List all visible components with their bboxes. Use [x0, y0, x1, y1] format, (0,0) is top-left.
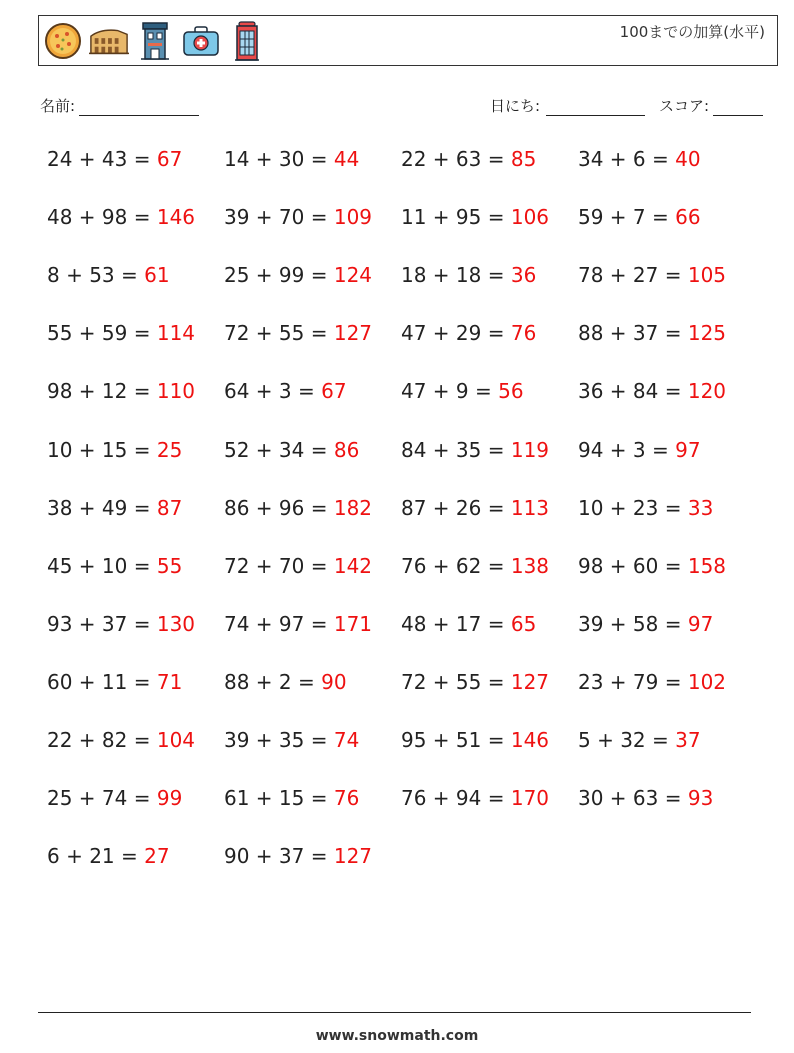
problem-question: 25 + 74 = [47, 786, 157, 811]
problem-question: 34 + 6 = [578, 147, 676, 171]
problem-item [401, 146, 536, 172]
problem-answer: 171 [333, 611, 373, 636]
problem-answer: 67 [321, 379, 347, 404]
problem-answer: 105 [687, 263, 727, 288]
first-aid-kit-icon [181, 20, 221, 62]
problem-answer: 130 [156, 611, 196, 636]
problem-item [401, 669, 549, 695]
phone-booth-icon [227, 20, 267, 62]
problem-item [47, 204, 195, 230]
problem-item [578, 553, 726, 579]
problem-answer: 90 [321, 669, 347, 694]
problem-item [224, 669, 347, 695]
problem-item [578, 204, 701, 230]
problem-question: 36 + 84 = [578, 379, 688, 404]
problem-question: 23 + 79 = [578, 669, 688, 694]
problem-answer: 170 [510, 786, 550, 811]
problem-answer: 97 [675, 437, 701, 462]
student-info-row [40, 95, 770, 117]
problem-answer: 142 [333, 553, 373, 578]
problem-question: 22 + 63 = [401, 147, 511, 171]
problem-question: 87 + 26 = [401, 495, 511, 520]
problem-item [47, 553, 182, 579]
problem-question: 59 + 7 = [578, 205, 676, 230]
pizza-icon [43, 20, 83, 62]
problem-question: 95 + 51 = [401, 728, 511, 752]
problem-question: 22 + 82 = [47, 728, 157, 752]
problem-item [401, 727, 549, 753]
problem-item [224, 378, 347, 404]
problem-answer: 27 [144, 844, 170, 869]
problem-answer: 33 [687, 495, 714, 520]
problem-item [224, 553, 372, 579]
problem-answer: 119 [510, 437, 550, 462]
problem-question: 60 + 11 = [47, 669, 157, 694]
problem-question: 39 + 58 = [578, 611, 688, 636]
problem-question: 25 + 99 = [224, 263, 334, 288]
problem-item [224, 320, 372, 346]
problem-answer: 40 [675, 147, 701, 171]
problem-question: 76 + 62 = [401, 553, 511, 578]
problem-item [47, 785, 182, 811]
problem-answer: 104 [156, 728, 196, 752]
problem-question: 88 + 37 = [578, 321, 688, 346]
problem-answer: 67 [156, 147, 183, 171]
problem-answer: 114 [156, 321, 196, 346]
problem-answer: 120 [687, 379, 727, 404]
problem-item [401, 320, 536, 346]
problem-question: 64 + 3 = [224, 379, 322, 404]
problem-question: 6 + 21 = [47, 844, 145, 869]
header-icons [43, 20, 267, 62]
problem-item [224, 204, 372, 230]
problem-question: 45 + 10 = [47, 553, 157, 578]
date-blank[interactable] [546, 99, 645, 116]
problem-item [224, 146, 359, 172]
problem-question: 98 + 60 = [578, 553, 688, 578]
problem-item [47, 437, 182, 463]
footer-divider [38, 1012, 751, 1013]
problem-question: 10 + 15 = [47, 437, 157, 462]
name-label: 名前: [40, 97, 76, 115]
problem-answer: 66 [675, 205, 701, 230]
problem-question: 72 + 70 = [224, 553, 334, 578]
problem-answer: 93 [687, 786, 714, 811]
problem-item [401, 204, 549, 230]
problem-question: 93 + 37 = [47, 611, 157, 636]
problem-question: 78 + 27 = [578, 263, 688, 288]
problem-item [47, 378, 195, 404]
problem-answer: 61 [144, 263, 170, 288]
problem-item [47, 727, 195, 753]
problem-question: 10 + 23 = [578, 495, 688, 520]
problem-answer: 85 [510, 147, 537, 171]
problem-question: 5 + 32 = [578, 728, 676, 752]
problem-answer: 124 [333, 263, 373, 288]
problem-item [47, 262, 170, 288]
problem-question: 30 + 63 = [578, 786, 688, 811]
problem-item [578, 262, 726, 288]
problem-item [47, 843, 170, 869]
problem-item [401, 262, 536, 288]
problem-item [47, 146, 182, 172]
problem-item [578, 495, 713, 521]
problem-question: 47 + 29 = [401, 321, 511, 346]
problem-answer: 146 [510, 728, 550, 752]
problem-answer: 71 [156, 669, 183, 694]
problem-answer: 55 [156, 553, 183, 578]
worksheet-header [38, 15, 778, 66]
problem-item [224, 262, 372, 288]
problem-question: 52 + 34 = [224, 437, 334, 462]
problem-question: 39 + 70 = [224, 205, 334, 230]
problem-item [47, 320, 195, 346]
problem-item [578, 669, 726, 695]
problem-question: 98 + 12 = [47, 379, 157, 404]
problem-item [224, 785, 359, 811]
name-field [40, 95, 199, 116]
problem-answer: 36 [510, 263, 537, 288]
score-label: スコア: [659, 97, 710, 115]
problem-question: 61 + 15 = [224, 786, 334, 811]
problem-answer: 86 [333, 437, 360, 462]
problem-question: 74 + 97 = [224, 611, 334, 636]
problem-answer: 127 [333, 844, 373, 869]
problem-answer: 125 [687, 321, 727, 346]
problem-question: 72 + 55 = [224, 321, 334, 346]
problem-answer: 158 [687, 553, 727, 578]
problem-question: 84 + 35 = [401, 437, 511, 462]
problem-item [401, 378, 524, 404]
problem-item [578, 611, 713, 637]
problem-question: 38 + 49 = [47, 495, 157, 520]
problem-answer: 102 [687, 669, 727, 694]
problem-answer: 127 [333, 321, 373, 346]
problem-answer: 106 [510, 205, 550, 230]
problem-answer: 56 [498, 379, 524, 404]
problem-question: 14 + 30 = [224, 147, 334, 171]
date-field [490, 95, 645, 116]
problem-answer: 25 [156, 437, 183, 462]
problem-question: 24 + 43 = [47, 147, 157, 171]
problem-answer: 44 [333, 147, 360, 171]
problem-answer: 74 [333, 728, 360, 752]
problem-item [578, 320, 726, 346]
problem-question: 88 + 2 = [224, 669, 322, 694]
problem-answer: 127 [510, 669, 550, 694]
problem-item [224, 843, 372, 869]
problem-question: 11 + 95 = [401, 205, 511, 230]
problem-item [578, 785, 713, 811]
problem-answer: 99 [156, 786, 183, 811]
footer-url: www.snowmath.com [315, 1028, 479, 1044]
problem-answer: 76 [510, 321, 537, 346]
problem-answer: 113 [510, 495, 550, 520]
problem-item [224, 727, 359, 753]
problem-question: 76 + 94 = [401, 786, 511, 811]
problem-item [578, 437, 701, 463]
problem-answer: 97 [687, 611, 714, 636]
problem-answer: 110 [156, 379, 196, 404]
problem-question: 18 + 18 = [401, 263, 511, 288]
problem-item [401, 495, 549, 521]
problem-question: 8 + 53 = [47, 263, 145, 288]
problem-item [401, 553, 549, 579]
problem-item [578, 727, 701, 753]
name-blank[interactable] [79, 99, 199, 116]
problem-item [47, 669, 182, 695]
problem-answer: 182 [333, 495, 373, 520]
problem-answer: 138 [510, 553, 550, 578]
problem-item [578, 146, 701, 172]
problem-item [401, 785, 549, 811]
problem-question: 47 + 9 = [401, 379, 499, 404]
score-field [659, 95, 763, 116]
problem-item [224, 495, 372, 521]
problem-item [224, 437, 359, 463]
building-icon [135, 20, 175, 62]
worksheet-title: 100までの加算(水平) [619, 23, 765, 41]
problem-item [47, 495, 182, 521]
problem-question: 90 + 37 = [224, 844, 334, 869]
problem-item [401, 437, 549, 463]
problem-question: 39 + 35 = [224, 728, 334, 752]
problem-item [47, 611, 195, 637]
problem-item [401, 611, 536, 637]
problem-answer: 87 [156, 495, 183, 520]
problem-question: 55 + 59 = [47, 321, 157, 346]
problem-answer: 109 [333, 205, 373, 230]
date-label: 日にち: [490, 97, 541, 115]
problem-question: 48 + 98 = [47, 205, 157, 230]
problem-item [578, 378, 726, 404]
problem-question: 86 + 96 = [224, 495, 334, 520]
problem-question: 48 + 17 = [401, 611, 511, 636]
problem-answer: 146 [156, 205, 196, 230]
problem-question: 72 + 55 = [401, 669, 511, 694]
problem-question: 94 + 3 = [578, 437, 676, 462]
problem-answer: 76 [333, 786, 360, 811]
problem-answer: 65 [510, 611, 537, 636]
score-blank[interactable] [713, 99, 763, 116]
colosseum-icon [89, 20, 129, 62]
problem-item [224, 611, 372, 637]
problem-answer: 37 [675, 728, 701, 752]
